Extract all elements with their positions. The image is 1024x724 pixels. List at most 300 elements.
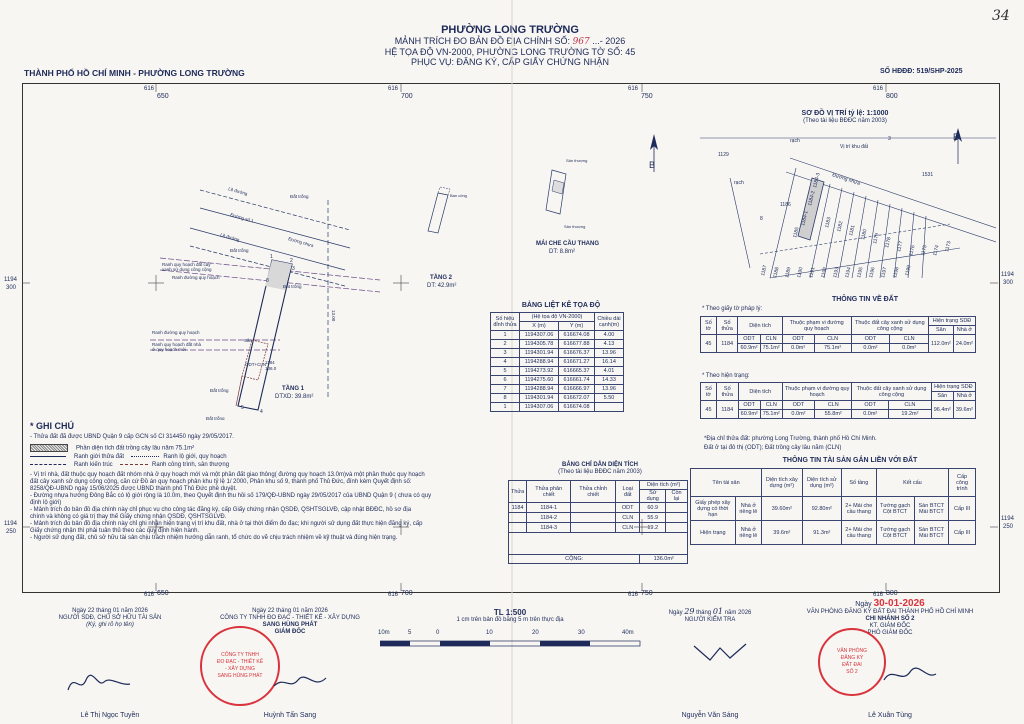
svg-text:rạch: rạch <box>790 138 800 144</box>
grid-right-2a: 1194 <box>1001 516 1014 522</box>
svg-text:136.0: 136.0 <box>265 366 277 371</box>
land-header-house: Nhà ở <box>953 326 975 335</box>
land-header-status: Hiện trạng SDĐ <box>931 383 975 392</box>
svg-text:1129: 1129 <box>718 152 729 158</box>
table-cell: 1194301.94 <box>520 349 559 358</box>
grid-left-2b: 250 <box>6 529 17 535</box>
land-info-current-note: * Theo hiện trạng: <box>702 373 750 379</box>
ward-title: PHƯỜNG LONG TRƯỜNG <box>441 24 579 36</box>
table-row <box>701 335 976 344</box>
svg-text:1193: 1193 <box>832 266 841 279</box>
table-cell: 616674.08 <box>559 403 595 412</box>
owner-signature <box>64 668 134 698</box>
table-cell: 45 <box>701 401 717 419</box>
floor2-area: DT: 42.9m² <box>427 283 457 289</box>
land-header-plot: Số thửa <box>716 383 738 401</box>
table-cell: 5.50 <box>595 394 624 403</box>
legend-label: Ranh công trình, sân thượng <box>152 461 230 468</box>
grid-right-1a: 1194 <box>1001 272 1014 278</box>
land-header-plot: Số thửa <box>716 317 738 335</box>
office-stamp <box>818 628 886 696</box>
svg-text:4: 4 <box>260 409 263 415</box>
office-officer-name: Lê Xuân Tùng <box>868 712 912 719</box>
table-cell: 91.3m² <box>802 521 841 545</box>
hddd-label: SỐ HĐĐĐ: 519/SHP-2025 <box>880 68 963 75</box>
svg-text:Đất trống: Đất trống <box>290 194 309 199</box>
table-cell: CLN <box>889 401 932 410</box>
table-cell: 4 <box>491 358 520 367</box>
table-cell: 16.14 <box>595 358 624 367</box>
svg-text:1190: 1190 <box>796 266 805 279</box>
svg-text:Vị trí khu đất: Vị trí khu đất <box>840 144 869 150</box>
table-row <box>691 497 976 521</box>
table-cell: 1184 <box>716 401 738 419</box>
svg-text:Đường số 1: Đường số 1 <box>229 212 255 224</box>
svg-text:ở quy hoạch mới: ở quy hoạch mới <box>152 347 186 352</box>
svg-text:1188: 1188 <box>772 266 781 279</box>
legend-label: Phần diện tích đất trồng cây lâu năm 75.1m² <box>76 445 195 452</box>
floor2-sketch <box>420 185 470 245</box>
table-cell: CLN <box>760 335 782 344</box>
scale-subtitle: 1 cm trên bản đồ bằng 5 m trên thực địa <box>456 617 564 623</box>
company-stamp <box>200 626 280 706</box>
table-cell: Tường gạch Cột BTCT <box>876 521 914 545</box>
table-cell: 4.13 <box>595 340 624 349</box>
legend-label: Ranh lộ giới, quy hoạch <box>163 453 227 460</box>
checker-name: Nguyễn Văn Sáng <box>681 712 739 719</box>
svg-text:1184-3: 1184-3 <box>812 172 822 189</box>
svg-text:1195: 1195 <box>856 266 865 279</box>
area-header-split: Thửa phân chiết <box>527 481 571 503</box>
table-cell: 3 <box>491 349 520 358</box>
legend-item <box>30 444 510 453</box>
asset-header-usable-area: Diện tích sử dụng (m²) <box>802 469 841 497</box>
location-title <box>775 110 915 125</box>
table-cell: 6 <box>491 376 520 385</box>
legend-dashed-icon <box>30 464 66 465</box>
area-header-remaining: Còn lại <box>666 490 688 503</box>
stamp-line: VĂN PHÒNG <box>836 648 867 654</box>
table-cell: CLN <box>616 523 640 533</box>
area-table-heading <box>540 462 660 476</box>
purpose-line: PHỤC VỤ: ĐĂNG KÝ, CẤP GIẤY CHỨNG NHẬN <box>411 57 609 67</box>
scale-tick: 30 <box>578 630 585 636</box>
table-cell <box>571 503 616 513</box>
svg-text:Ranh đường quy hoạch: Ranh đường quy hoạch <box>172 275 220 280</box>
grid-top-1b: 650 <box>157 93 169 100</box>
checker-signature-block <box>640 608 780 624</box>
table-cell: Giấy phép xây dựng có thời hạn <box>691 497 736 521</box>
table-cell: 1184 <box>509 503 527 513</box>
table-row <box>491 367 624 376</box>
scale-tick: 5 <box>408 630 412 636</box>
table-cell <box>509 533 688 555</box>
area-table <box>508 480 688 564</box>
checker-day: 29 <box>684 607 695 616</box>
table-row <box>491 340 624 349</box>
notes-title: * GHI CHÚ <box>30 421 75 431</box>
land-header-house: Nhà ở <box>953 392 975 401</box>
svg-text:1199: 1199 <box>904 264 913 277</box>
svg-text:1175: 1175 <box>920 244 929 257</box>
land-header-road: Thuộc phạm vi đường quy hoạch <box>782 317 851 335</box>
grid-bottom-1b: 650 <box>157 590 169 597</box>
checker-role: NGƯỜI KIỂM TRA <box>684 617 736 623</box>
land-info-current-table <box>700 382 976 419</box>
table-row <box>509 513 688 523</box>
table-cell: 60.9 <box>640 503 666 513</box>
office-branch: CHI NHÁNH SỐ 2 <box>865 616 915 622</box>
grid-top-4b: 800 <box>886 93 898 100</box>
table-cell: ODT <box>616 503 640 513</box>
grid-bottom-2b: 700 <box>401 590 413 597</box>
svg-text:1: 1 <box>270 254 273 260</box>
table-cell: Sàn BTCT Mái BTCT <box>914 521 949 545</box>
table-cell: 1 <box>491 331 520 340</box>
scale-tick: 20 <box>532 630 539 636</box>
coord-header-y: Y (m) <box>559 322 595 331</box>
table-cell <box>509 523 527 533</box>
scale-ticks <box>378 630 638 638</box>
coord-header-system: (Hệ tọa độ VN-2000) <box>520 313 595 322</box>
stamp-line: SỐ 2 <box>846 669 858 675</box>
svg-text:1179: 1179 <box>872 232 881 245</box>
table-cell: 0.0m² <box>782 410 814 419</box>
svg-text:1197: 1197 <box>880 266 889 279</box>
svg-text:Sân thượng: Sân thượng <box>564 224 586 229</box>
table-cell: ODT <box>782 401 814 410</box>
stamp-line: ĐĂNG KÝ <box>840 655 864 661</box>
table-cell: 5 <box>491 367 520 376</box>
table-row <box>701 401 976 410</box>
svg-text:ODT+CLN: ODT+CLN <box>245 362 267 367</box>
location-heading: SƠ ĐỒ VỊ TRÍ tỷ lệ: 1:1000 <box>801 110 889 117</box>
grid-bottom-4a: 616 <box>873 592 884 598</box>
table-cell: 1184-1 <box>527 503 571 513</box>
company-role: CÔNG TY TNHH ĐO ĐẠC - THIẾT KẾ - XÂY DỰNG <box>220 615 360 621</box>
notes-block <box>30 421 510 542</box>
coord-header-length: Chiều dài cạnh(m) <box>595 313 624 331</box>
coord-table <box>490 312 624 412</box>
svg-text:Ranh đường quy hoạch: Ranh đường quy hoạch <box>152 330 200 335</box>
table-cell <box>595 403 624 412</box>
svg-text:Đất trống: Đất trống <box>210 388 229 393</box>
table-cell: 75.1m² <box>760 344 782 353</box>
grid-bottom-3b: 750 <box>641 590 653 597</box>
svg-text:1184-1: 1184-1 <box>800 210 810 227</box>
table-cell: 4.01 <box>595 367 624 376</box>
land-header-area: Diện tích <box>738 383 782 401</box>
floor2-label: TẦNG 2 <box>430 275 453 281</box>
land-info-title: THÔNG TIN VỀ ĐẤT <box>831 296 899 303</box>
office-date <box>790 600 990 609</box>
table-cell: ODT <box>738 335 760 344</box>
location-diagram <box>700 128 996 288</box>
svg-text:1177: 1177 <box>896 240 905 253</box>
legend-item <box>30 462 510 469</box>
table-row <box>491 403 624 412</box>
legend-label: Ranh giới thửa đất <box>74 453 124 460</box>
floor1-label: TẦNG 1 <box>282 386 305 392</box>
table-cell: CLN <box>616 513 640 523</box>
table-cell: 45 <box>701 335 717 353</box>
legend-hatch-icon <box>30 444 68 452</box>
area-header-area: Diện tích (m²) <box>640 481 688 490</box>
asset-header-name: Tên tài sản <box>691 469 762 497</box>
scale-title: TL 1:500 <box>493 608 527 617</box>
table-cell: Tường gạch Cột BTCT <box>876 497 914 521</box>
table-cell: ODT <box>782 335 814 344</box>
scale-block <box>400 608 620 624</box>
svg-text:1184-2: 1184-2 <box>807 190 817 207</box>
table-row <box>509 503 688 513</box>
grid-top-2a: 616 <box>388 86 399 92</box>
table-cell: 55.8m² <box>815 410 852 419</box>
svg-text:Đất trống: Đất trống <box>206 416 225 420</box>
table-cell: ODT <box>852 401 889 410</box>
table-row <box>491 358 624 367</box>
table-cell: 19.2 <box>640 523 666 533</box>
table-cell: 1194288.94 <box>520 385 559 394</box>
svg-text:xanh sử dụng công cộng: xanh sử dụng công cộng <box>162 267 212 272</box>
table-row <box>509 555 688 564</box>
table-cell: 13.96 <box>595 385 624 394</box>
table-cell: 616665.37 <box>559 367 595 376</box>
north-arrow-icon <box>646 134 662 174</box>
parcel-map <box>120 180 390 420</box>
table-cell: Nhà ở riêng lẻ <box>735 497 761 521</box>
office-signature <box>880 660 940 690</box>
svg-text:8: 8 <box>266 278 269 284</box>
grid-top-4a: 616 <box>873 86 884 92</box>
grid-right-1b: 300 <box>1003 280 1014 286</box>
roof-area: DT: 8.8m² <box>549 249 576 255</box>
checker-date <box>640 608 780 617</box>
note-line: - Người sử dụng đất, chủ sở hữu tài sản chịu trách nhiệm hướng dẫn ranh, tổ chức do vẽ chịu trách nhiệm về kỹ thuật và đúng hiện trạng. <box>30 534 398 541</box>
svg-text:1180: 1180 <box>860 228 869 241</box>
office-date-prefix: Ngày <box>855 601 872 608</box>
scale-tick: 40m <box>622 630 634 636</box>
svg-text:1174: 1174 <box>932 244 941 257</box>
svg-text:B: B <box>953 132 960 142</box>
office-kt: KT. GIÁM ĐỐC <box>869 623 911 629</box>
table-cell <box>509 513 527 523</box>
legend-dashdot-icon <box>120 464 148 465</box>
checker-signature <box>690 638 750 668</box>
svg-text:1178: 1178 <box>884 236 893 249</box>
table-cell: 75.1m² <box>760 410 782 419</box>
table-cell: 60.9m² <box>738 410 760 419</box>
table-row <box>491 385 624 394</box>
owner-role: NGƯỜI SDĐ, CHỦ SỞ HỮU TÀI SẢN <box>58 615 162 621</box>
table-cell: 112.0m² <box>929 335 954 353</box>
grid-top-3b: 750 <box>641 93 653 100</box>
table-row <box>491 394 624 403</box>
svg-text:1181: 1181 <box>848 224 857 237</box>
table-cell: Hiện trạng <box>691 521 736 545</box>
table-cell: Cấp III <box>949 521 976 545</box>
table-cell: 1194273.92 <box>520 367 559 376</box>
table-cell <box>666 523 688 533</box>
svg-text:1192: 1192 <box>820 266 829 279</box>
table-cell: 616666.97 <box>559 385 595 394</box>
note-line: đất cây xanh sử dụng công cộng, căn cứ Đồ án quy hoạch phân khu tỷ lệ 1/ 2000, Phân khu số 9, thành phố Thủ Đức, đính kèm Quyết định số: <box>30 478 412 485</box>
table-row <box>509 523 688 533</box>
svg-text:1185: 1185 <box>792 226 801 239</box>
land-header-sheet: Số tờ <box>701 383 717 401</box>
table-cell: 60.9m² <box>738 344 760 353</box>
stamp-line: SANG HÙNG PHÁT <box>217 673 263 679</box>
grid-bottom-2a: 616 <box>388 592 399 598</box>
table-cell: 1194301.94 <box>520 394 559 403</box>
legend-item <box>30 454 510 461</box>
svg-text:1184: 1184 <box>265 360 275 365</box>
land-header-green: Thuộc đất cây xanh sử dụng công cộng <box>851 317 928 335</box>
table-cell <box>571 523 616 533</box>
table-cell: 7 <box>491 385 520 394</box>
land-header-road: Thuộc phạm vi đường quy hoạch <box>782 383 851 401</box>
note-line: định lộ giới) <box>30 499 62 506</box>
svg-text:rạch: rạch <box>734 180 744 186</box>
grid-top-1a: 616 <box>144 86 155 92</box>
office-deputy: PHÓ GIÁM ĐỐC <box>867 630 913 636</box>
table-cell: 1194275.60 <box>520 376 559 385</box>
table-cell: 0.0m² <box>782 344 814 353</box>
svg-text:Ranh quy hoạch đất nhà: Ranh quy hoạch đất nhà <box>152 342 202 347</box>
land-header-sheet: Số tờ <box>701 317 717 335</box>
svg-text:1196: 1196 <box>868 266 877 279</box>
svg-text:Đường nhựa: Đường nhựa <box>831 172 861 187</box>
note-line: - Vị trí nhà, đất thuộc quy hoạch đất nhóm nhà ở quy hoạch mới và một phần đất giao thông( đường quy hoạch 13.0m)và một phần thuộc quy hoạch <box>30 471 425 478</box>
svg-text:1182: 1182 <box>836 220 845 233</box>
area-total-label: CỘNG: <box>509 555 640 564</box>
page-number: 34 <box>992 8 1010 24</box>
table-cell: ODT <box>851 335 890 344</box>
grid-bottom-3a: 616 <box>628 592 639 598</box>
stamp-line: CÔNG TY TNHH <box>221 652 259 658</box>
svg-text:Sân: Sân <box>244 338 253 343</box>
area-header-used: Sử dụng <box>640 490 666 503</box>
note-line: - Thửa đất đã được UBND Quận 9 cấp GCN số CI 314450 ngày 29/05/2017. <box>30 434 234 440</box>
grid-bottom-1a: 616 <box>144 592 155 598</box>
asset-header-structure: Kết cấu <box>876 469 949 497</box>
note-line: Giấy chứng nhận thì phải tuân thủ theo các quy định hiện hành. <box>30 527 200 534</box>
grid-top-3a: 616 <box>628 86 639 92</box>
table-cell: 4.00 <box>595 331 624 340</box>
grid-bottom-4b: 800 <box>886 590 898 597</box>
svg-text:1173: 1173 <box>944 240 953 253</box>
svg-text:1183: 1183 <box>824 216 833 229</box>
table-cell: 1184 <box>716 335 738 353</box>
grid-left-1a: 1194 <box>4 277 17 283</box>
table-cell: 19.2m² <box>889 410 932 419</box>
table-cell: 1 <box>491 403 520 412</box>
asset-table <box>690 468 976 545</box>
land-info-legal-table <box>700 316 976 353</box>
roof-label: MÁI CHE CẦU THANG <box>536 241 599 247</box>
svg-text:Đất trống: Đất trống <box>230 248 249 253</box>
land-address: *Địa chỉ thửa đất: phường Long Trường, thành phố Hồ Chí Minh. <box>704 436 877 442</box>
owner-name: Lê Thị Ngọc Tuyền <box>80 712 140 719</box>
svg-text:1176: 1176 <box>908 244 917 257</box>
stamp-line: ĐẤT ĐAI <box>842 662 862 668</box>
table-cell: 39.6m² <box>762 521 803 545</box>
area-table-title: BẢNG CHỈ DẪN DIỆN TÍCH <box>562 462 638 468</box>
coordinate-line: HỆ TỌA ĐỘ VN-2000, PHƯỜNG LONG TRƯỜNG TỜ SỐ: 45 <box>384 47 636 57</box>
svg-text:B: B <box>649 160 656 170</box>
table-cell: Sàn BTCT Mái BTCT <box>914 497 949 521</box>
table-cell: 1194307.06 <box>520 403 559 412</box>
asset-header-grade: Cấp công trình <box>949 469 976 497</box>
asset-header-built-area: Diện tích xây dựng (m²) <box>762 469 803 497</box>
coord-header-x: X (m) <box>520 322 559 331</box>
table-cell: 39.60m² <box>762 497 803 521</box>
land-header-area: Diện tích <box>738 317 782 335</box>
city-label: THÀNH PHỐ HỒ CHÍ MINH - PHƯỜNG LONG TRƯỜNG <box>24 68 245 78</box>
table-cell: 1194305.78 <box>520 340 559 349</box>
svg-text:Sân thượng: Sân thượng <box>566 158 588 163</box>
svg-text:1186: 1186 <box>780 202 791 208</box>
company-director-name: Huỳnh Tấn Sang <box>263 712 317 719</box>
grid-left-2a: 1194 <box>4 521 17 527</box>
checker-date-prefix: Ngày <box>668 610 683 616</box>
svg-text:1531: 1531 <box>922 172 934 178</box>
table-cell: 616674.08 <box>559 331 595 340</box>
table-cell: 96.4m² <box>931 401 953 419</box>
table-cell: 24.0m² <box>953 335 975 353</box>
location-subheading: (Theo tài liệu BĐĐC năm 2003) <box>803 118 887 124</box>
svg-text:13.00: 13.00 <box>331 310 336 322</box>
table-cell: CLN <box>760 401 782 410</box>
scale-tick: 10 <box>486 630 493 636</box>
table-cell: 2+ Mái che cầu thang <box>842 497 877 521</box>
table-cell: 616672.07 <box>559 394 595 403</box>
table-cell: ODT <box>738 401 760 410</box>
table-cell <box>666 513 688 523</box>
company-signature <box>270 668 330 698</box>
company-date: Ngày 22 tháng 01 năm 2026 <box>252 608 328 614</box>
svg-text:1191: 1191 <box>808 266 817 279</box>
company-director: GIÁM ĐỐC <box>274 629 306 635</box>
office-role: VĂN PHÒNG ĐĂNG KÝ ĐẤT ĐAI THÀNH PHỐ HỒ CHÍ MINH <box>806 609 974 615</box>
note-line: - Mảnh trích đo bản đồ địa chính này chỉ phục vụ cho công tác đăng ký, cấp Giấy chứng nhận QSDĐ, QSHTSGLVĐ, cập nhật BĐĐC, hồ sơ địa <box>30 506 412 513</box>
table-row <box>509 533 688 555</box>
land-header-status: Hiện trạng SDĐ <box>929 317 976 326</box>
area-header-type: Loại đất <box>616 481 640 503</box>
table-cell: Nhà ở riêng lẻ <box>735 521 761 545</box>
table-cell: 2+ Mái che cầu thang <box>842 521 877 545</box>
table-cell: CLN <box>815 401 852 410</box>
svg-text:1189: 1189 <box>784 266 793 279</box>
table-cell: 1194288.94 <box>520 358 559 367</box>
owner-date: Ngày 22 tháng 01 năm 2026 <box>72 608 148 614</box>
land-header-yard: Sân <box>929 326 954 335</box>
table-cell: Cấp III <box>949 497 976 521</box>
asset-table-title: THÔNG TIN TÀI SẢN GẮN LIỀN VỚI ĐẤT <box>782 457 918 464</box>
note-line: - Đường nhựa hướng Đông Bắc có lộ giới rộng là 10.0m, theo Quyết định thu hồi số 179/QĐ-UBND ngày 29/05/2017 của UBND Quận 9 ( chưa có quy <box>30 492 432 499</box>
land-info-legal-note: * Theo giấy tờ pháp lý: <box>702 306 763 312</box>
svg-text:Ranh quy hoạch đất cây: Ranh quy hoạch đất cây <box>162 262 211 267</box>
coord-table-title: BẢNG LIỆT KÊ TỌA ĐỘ <box>521 302 601 309</box>
svg-text:1194: 1194 <box>844 266 853 279</box>
table-cell: 1184-2 <box>527 513 571 523</box>
table-cell: 0.0m² <box>852 410 889 419</box>
note-line: 8258/QĐ-UBND ngày 15/06/2025 được UBND thành phố Thủ Đức phê duyệt. <box>30 485 237 492</box>
svg-text:5: 5 <box>241 405 244 411</box>
table-cell <box>571 513 616 523</box>
table-cell: 0.0m² <box>851 344 890 353</box>
checker-year: năm 2026 <box>724 610 752 616</box>
